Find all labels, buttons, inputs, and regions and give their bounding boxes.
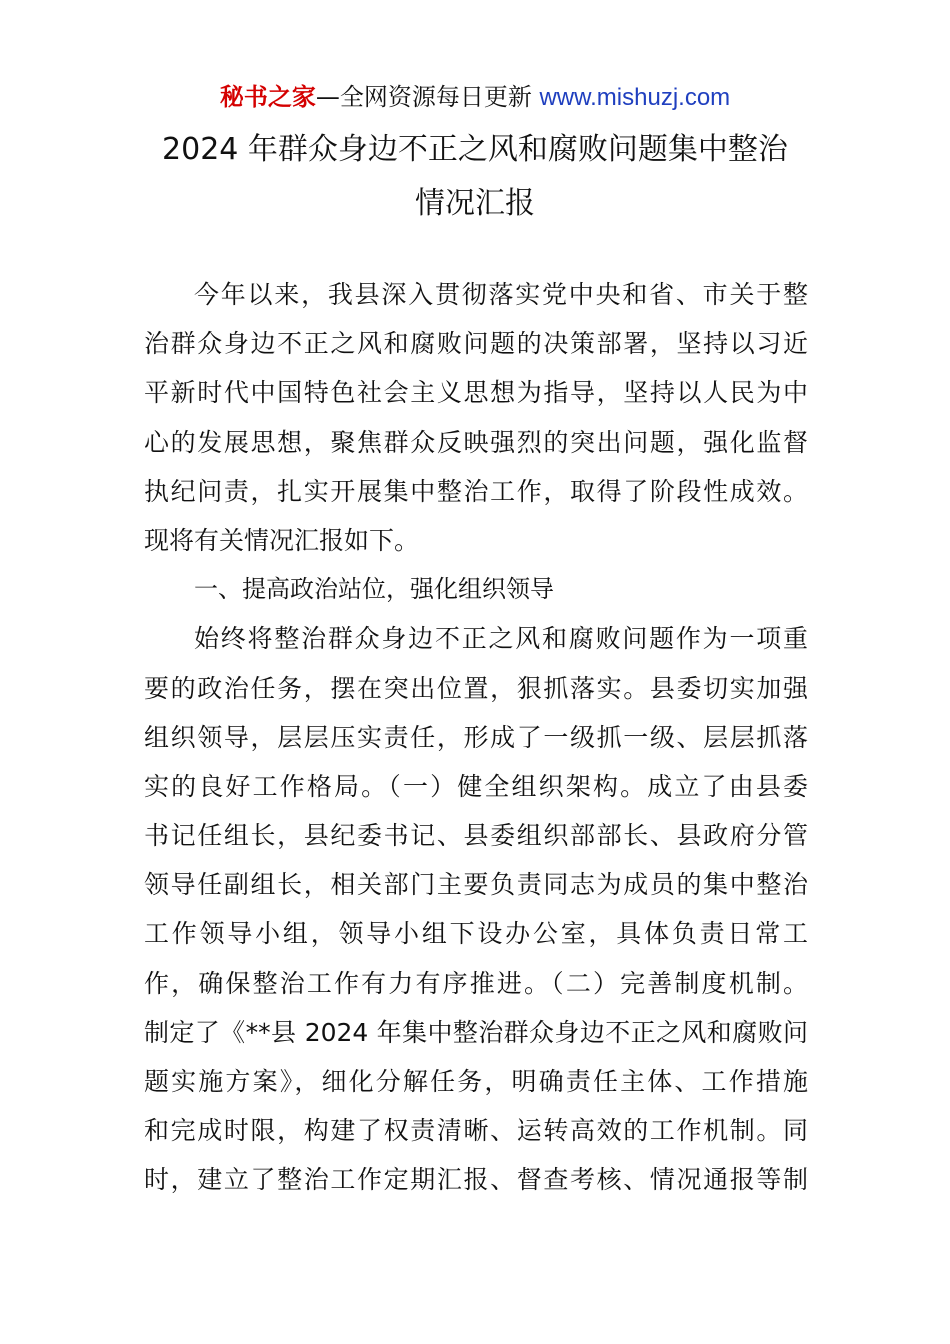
site-url-link[interactable]: www.mishuzj.com xyxy=(539,84,731,111)
site-brand: 秘书之家 xyxy=(219,83,316,111)
paragraph-section-1 xyxy=(144,614,808,1204)
title-line-2: 情况汇报 xyxy=(415,186,535,221)
text-line: 作，确保整治工作有力有序推进。（二）完善制度机制。 xyxy=(144,968,808,998)
text-line: 现将有关情况汇报如下。 xyxy=(144,525,420,555)
text-line: 工作领导小组，领导小组下设办公室，具体负责日常工 xyxy=(144,919,808,949)
section-heading-1: 一、提高政治站位，强化组织领导 xyxy=(194,575,554,604)
document-body xyxy=(144,270,808,1205)
document-title xyxy=(0,123,950,231)
site-header xyxy=(0,80,950,115)
text-line: 心的发展思想，聚焦群众反映强烈的突出问题，强化监督 xyxy=(144,427,808,457)
text-line: 今年以来，我县深入贯彻落实党中央和省、市关于整 xyxy=(194,280,808,309)
text-line: 平新时代中国特色社会主义思想为指导，坚持以人民为中 xyxy=(144,378,808,408)
paragraph-intro xyxy=(144,270,808,565)
site-tagline: —全网资源每日更新 xyxy=(315,83,540,111)
text-line: 题实施方案》，细化分解任务，明确责任主体、工作措施 xyxy=(144,1067,808,1096)
text-line: 制定了《**县 2024 年集中整治群众身边不正之风和腐败问 xyxy=(144,1017,808,1047)
text-line: 治群众身边不正之风和腐败问题的决策部署，坚持以习近 xyxy=(144,329,808,359)
text-line: 时，建立了整治工作定期汇报、督查考核、情况通报等制 xyxy=(144,1165,808,1195)
text-line: 要的政治任务，摆在突出位置，狠抓落实。县委切实加强 xyxy=(144,673,808,703)
text-line: 领导任副组长，相关部门主要负责同志为成员的集中整治 xyxy=(144,870,808,900)
title-line-1: 2024 年群众身边不正之风和腐败问题集中整治 xyxy=(162,132,788,167)
text-line: 书记任组长，县纪委书记、县委组织部部长、县政府分管 xyxy=(144,821,808,851)
text-line: 执纪问责，扎实开展集中整治工作，取得了阶段性成效。 xyxy=(144,476,808,506)
text-line: 始终将整治群众身边不正之风和腐败问题作为一项重 xyxy=(194,624,808,654)
text-line: 和完成时限，构建了权责清晰、运转高效的工作机制。同 xyxy=(144,1116,808,1146)
text-line: 组织领导，层层压实责任，形成了一级抓一级、层层抓落 xyxy=(144,722,808,752)
text-line: 实的良好工作格局。（一）健全组织架构。成立了由县委 xyxy=(144,771,808,801)
